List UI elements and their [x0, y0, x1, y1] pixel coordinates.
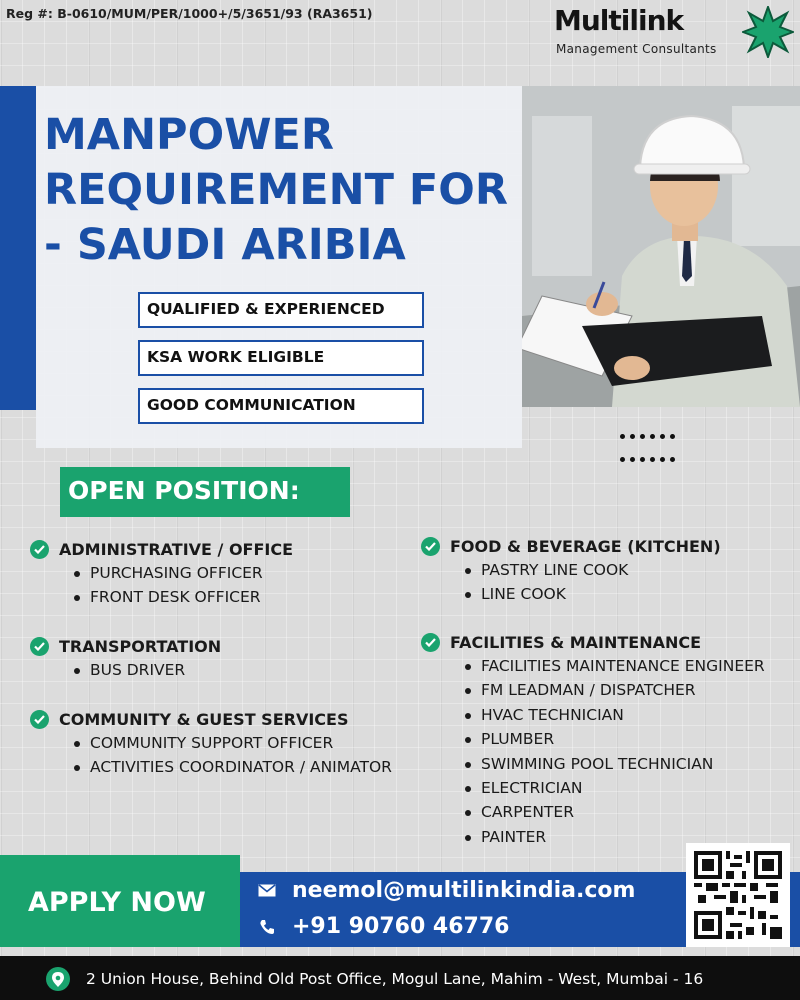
check-circle-icon [30, 540, 49, 559]
category-title [30, 634, 221, 658]
open-position-heading: OPEN POSITION: [60, 467, 350, 517]
role-item: COMMUNITY SUPPORT OFFICER [74, 731, 392, 755]
role-item: FM LEADMAN / DISPATCHER [465, 678, 765, 702]
logo-wordmark: Multilink [554, 4, 684, 37]
category-community [30, 707, 392, 780]
category-food-beverage [421, 534, 721, 607]
role-item: PASTRY LINE COOK [465, 558, 721, 582]
role-item: PLUMBER [465, 727, 765, 751]
role-item: ELECTRICIAN [465, 776, 765, 800]
qualification-tag: GOOD COMMUNICATION [138, 388, 424, 424]
category-title-text: COMMUNITY & GUEST SERVICES [59, 709, 349, 729]
role-item: PURCHASING OFFICER [74, 561, 293, 585]
role-item: CARPENTER [465, 800, 765, 824]
registration-number: Reg #: B-0610/MUM/PER/1000+/5/3651/93 (RA3651) [6, 6, 373, 21]
logo-tagline: Management Consultants [556, 42, 717, 56]
qr-code-icon [694, 851, 782, 939]
hero-title [44, 108, 514, 273]
role-item: FACILITIES MAINTENANCE ENGINEER [465, 654, 765, 678]
hero-title-line: - SAUDI ARIBIA [44, 220, 406, 270]
check-circle-icon [30, 637, 49, 656]
category-title-text: TRANSPORTATION [59, 636, 222, 656]
check-circle-icon [30, 710, 49, 729]
engineer-illustration [522, 86, 800, 407]
qualification-tag: KSA WORK ELIGIBLE [138, 340, 424, 376]
check-circle-icon [421, 537, 440, 556]
role-item: ACTIVITIES COORDINATOR / ANIMATOR [74, 755, 392, 779]
phone-number[interactable]: +91 90760 46776 [292, 914, 510, 939]
apply-now-button[interactable]: APPLY NOW [0, 855, 240, 947]
category-title-text: FOOD & BEVERAGE (KITCHEN) [450, 536, 721, 556]
role-item: SWIMMING POOL TECHNICIAN [465, 752, 765, 776]
logo-star-icon [742, 6, 794, 58]
office-address: 2 Union House, Behind Old Post Office, Mogul Lane, Mahim - West, Mumbai - 16 [86, 970, 704, 988]
decorative-dots [620, 434, 716, 480]
email-link[interactable]: neemol@multilinkindia.com [292, 878, 636, 903]
role-item: PAINTER [465, 825, 765, 849]
category-administrative [30, 537, 293, 610]
check-circle-icon [421, 633, 440, 652]
role-item: BUS DRIVER [74, 658, 221, 682]
category-title-text: FACILITIES & MAINTENANCE [450, 632, 702, 652]
envelope-icon [256, 884, 278, 897]
qr-code[interactable] [686, 843, 790, 947]
role-item: FRONT DESK OFFICER [74, 585, 293, 609]
hero-title-line: MANPOWER [44, 110, 335, 160]
hero-title-line: REQUIREMENT FOR [44, 165, 508, 215]
category-title [30, 707, 392, 731]
category-facilities [421, 630, 765, 849]
category-title [421, 630, 765, 654]
qualifications-list [138, 292, 424, 436]
role-item: LINE COOK [465, 582, 721, 606]
phone-row[interactable] [256, 914, 509, 939]
category-title [421, 534, 721, 558]
address-bar [0, 956, 800, 1000]
hero-accent-bar [0, 86, 36, 410]
category-title [30, 537, 293, 561]
phone-icon [256, 919, 278, 935]
company-logo [550, 4, 796, 60]
qualification-tag: QUALIFIED & EXPERIENCED [138, 292, 424, 328]
location-pin-icon [46, 967, 70, 991]
category-transportation [30, 634, 221, 682]
category-title-text: ADMINISTRATIVE / OFFICE [59, 539, 294, 559]
engineer-photo [522, 86, 800, 407]
email-row[interactable] [256, 878, 635, 903]
role-item: HVAC TECHNICIAN [465, 703, 765, 727]
